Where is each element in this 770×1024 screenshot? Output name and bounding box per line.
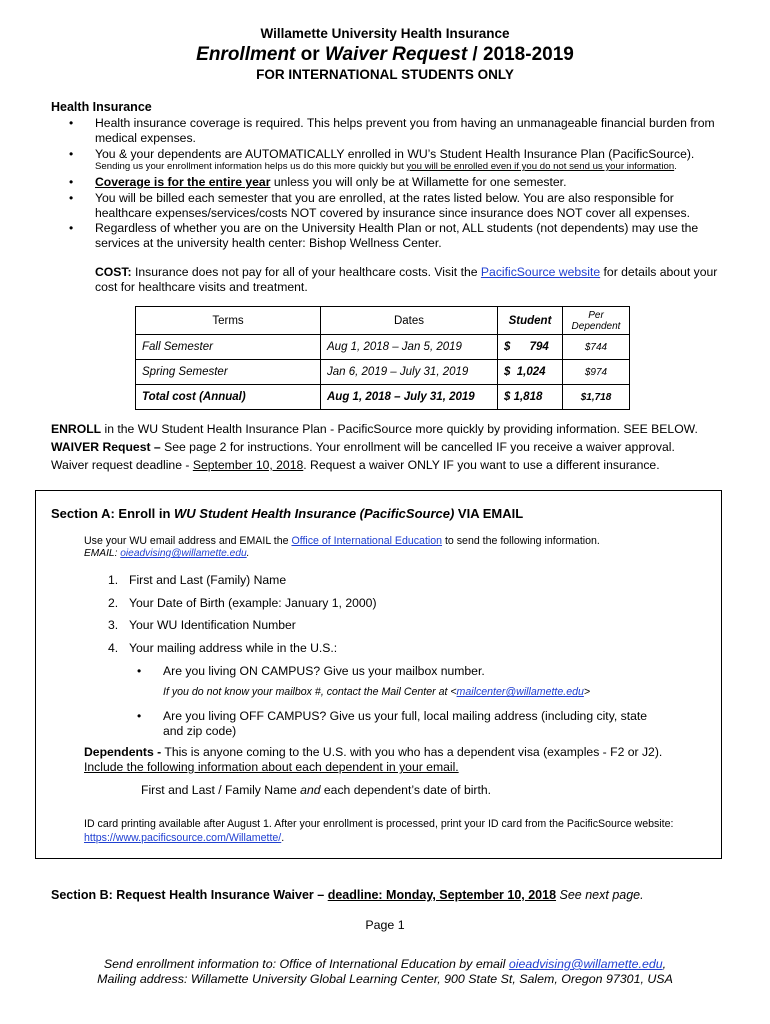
bullet-entire-year: • Coverage is for the entire year unless you will only be at Willamette for one semester. xyxy=(69,175,567,189)
dependents-name-line: First and Last / Family Name and each dependent’s date of birth. xyxy=(141,783,492,797)
enroll-line: ENROLL in the WU Student Health Insurance Plan - PacificSource more quickly by providing information. SEE BELOW. xyxy=(51,422,698,436)
id-card-note: ID card printing available after August 1. After your enrollment is processed, print your ID card from the PacificSource website: https://www.pacificsource.com/Willamette/. xyxy=(84,818,674,844)
cell-dependent: $1,718 xyxy=(563,385,630,410)
table-row xyxy=(136,385,630,410)
oie-email-link[interactable]: oieadvising@willamette.edu xyxy=(120,548,247,559)
cell-student: $ 1,024 xyxy=(498,360,563,385)
rates-header-row xyxy=(136,307,630,335)
doc-title: Enrollment or Waiver Request / 2018-2019 xyxy=(196,44,574,65)
section-a-intro: Use your WU email address and EMAIL the Office of International Education to send the following information. xyxy=(84,535,600,547)
health-heading: Health Insurance xyxy=(51,100,152,114)
cell-dates: Jan 6, 2019 – July 31, 2019 xyxy=(321,360,498,385)
rates-table xyxy=(135,306,630,410)
cell-term: Total cost (Annual) xyxy=(136,385,321,410)
header-student: Student xyxy=(498,307,563,335)
cell-dependent: $744 xyxy=(563,335,630,360)
bullet-billing: • You will be billed each semester that you are enrolled, at the rates listed below. You are also responsible for healthcare expenses/services/costs NOT covered by insurance since insurance does NOT cover all expenses. xyxy=(69,191,690,220)
header-dates: Dates xyxy=(321,307,498,335)
header-per-dependent: Per Dependent xyxy=(563,307,630,335)
mailcenter-link[interactable]: mailcenter@willamette.edu xyxy=(456,686,584,698)
off-campus-bullet: • Are you living OFF CAMPUS? Give us your full, local mailing address (including city, state and zip code) xyxy=(137,709,648,738)
list-item-address: Your mailing address while in the U.S.: xyxy=(129,641,338,655)
list-item-name: First and Last (Family) Name xyxy=(129,573,287,587)
cell-dates: Aug 1, 2018 – Jan 5, 2019 xyxy=(321,335,498,360)
auto-enroll-note: Sending us your enrollment information helps us do this more quickly but you will be enrolled even if you do not send us your information. xyxy=(95,161,677,172)
cost-paragraph: COST: Insurance does not pay for all of your healthcare costs. Visit the PacificSource website for details about your cost for healthcare visits and treatment. xyxy=(95,265,718,294)
pacificsource-link[interactable]: PacificSource website xyxy=(480,265,601,279)
doc-subtitle: FOR INTERNATIONAL STUDENTS ONLY xyxy=(256,67,514,82)
bullet-auto-enrolled: • You & your dependents are AUTOMATICALLY enrolled in WU’s Student Health Insurance Plan (PacificSource). xyxy=(69,147,695,161)
bullet-coverage-required: • Health insurance coverage is required. This helps prevent you from having an unmanageable financial burden from medical expenses. xyxy=(69,116,715,145)
section-a-title: Section A: Enroll in WU Student Health Insurance (PacificSource) VIA EMAIL xyxy=(51,506,524,521)
section-b-title: Section B: Request Health Insurance Waiver – deadline: Monday, September 10, 2018 See next page. xyxy=(51,888,644,902)
list-number: 2. xyxy=(108,596,119,610)
waiver-line: WAIVER Request – See page 2 for instructions. Your enrollment will be cancelled IF you receive a waiver approval. xyxy=(51,440,675,454)
mailbox-note: If you do not know your mailbox #, contact the Mail Center at <mailcenter@willamette.edu> xyxy=(163,686,591,698)
page-number: Page 1 xyxy=(365,918,405,932)
footer-mailing-address: Mailing address: Willamette University Global Learning Center, 900 State St, Salem, Oregon 97301, USA xyxy=(97,972,673,986)
on-campus-bullet: • Are you living ON CAMPUS? Give us your mailbox number. xyxy=(137,664,485,678)
list-number: 1. xyxy=(108,573,119,587)
list-number: 3. xyxy=(108,618,119,632)
cell-dates: Aug 1, 2018 – July 31, 2019 xyxy=(321,385,498,410)
list-number: 4. xyxy=(108,641,119,655)
dependents-instructions: Include the following information about each dependent in your email. xyxy=(84,760,459,774)
header-terms: Terms xyxy=(136,307,321,335)
table-row xyxy=(136,360,630,385)
pacificsource-url-link[interactable]: https://www.pacificsource.com/Willamette/ xyxy=(84,832,282,844)
footer-email-link[interactable]: oieadvising@willamette.edu xyxy=(508,957,663,971)
dependents-line: Dependents - This is anyone coming to the U.S. with you who has a dependent visa (examples - F2 or J2). xyxy=(84,745,663,759)
cell-dependent: $974 xyxy=(563,360,630,385)
cell-term: Fall Semester xyxy=(136,335,321,360)
waiver-deadline-line: Waiver request deadline - September 10, 2018. Request a waiver ONLY IF you want to use a different insurance. xyxy=(51,458,660,472)
cell-term: Spring Semester xyxy=(136,360,321,385)
list-item-id: Your WU Identification Number xyxy=(129,618,296,632)
cell-student: $ 794 xyxy=(498,335,563,360)
footer-send-line: Send enrollment information to: Office of International Education by email oieadvising@willamette.edu, xyxy=(103,957,667,971)
table-row xyxy=(136,335,630,360)
org-title: Willamette University Health Insurance xyxy=(260,26,510,41)
bullet-wellness-center: • Regardless of whether you are on the University Health Plan or not, ALL students (not dependents) may use the services at the university health center: Bishop Wellness Center. xyxy=(69,221,699,250)
section-a-email: EMAIL: oieadvising@willamette.edu. xyxy=(84,548,250,559)
oie-link[interactable]: Office of International Education xyxy=(291,535,443,547)
cell-student: $ 1,818 xyxy=(498,385,563,410)
list-item-dob: Your Date of Birth (example: January 1, 2000) xyxy=(129,596,377,610)
